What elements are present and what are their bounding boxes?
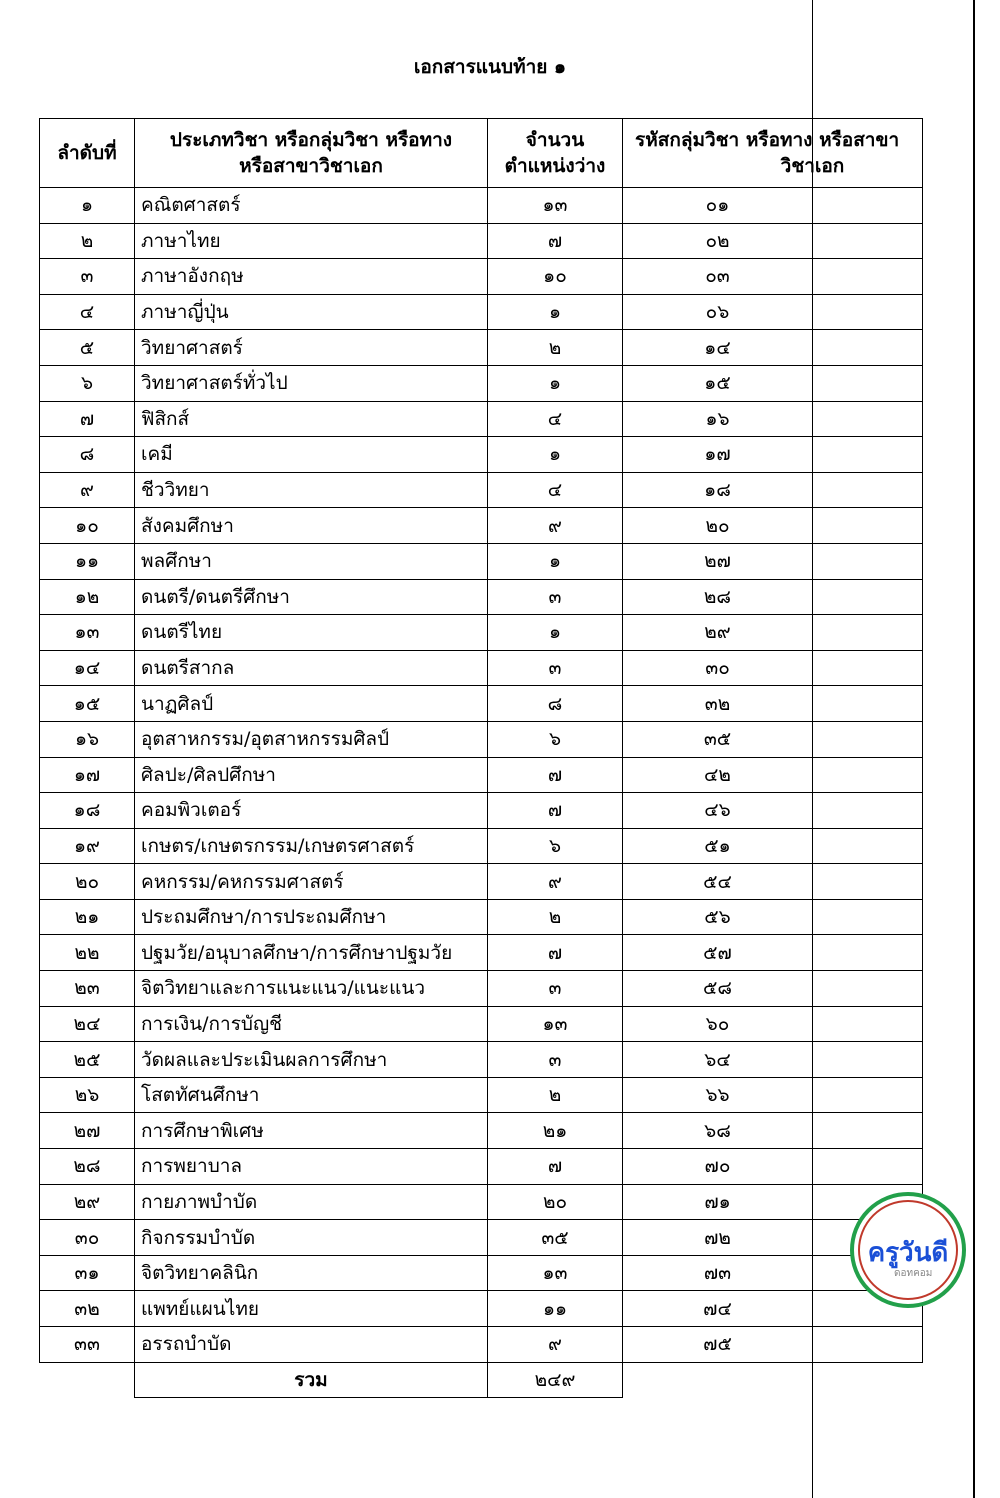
cell-subject: เคมี xyxy=(135,437,488,473)
cell-subject: คหกรรม/คหกรรมศาสตร์ xyxy=(135,864,488,900)
table-row xyxy=(40,828,923,864)
header-subject: ประเภทวิชา หรือกลุ่มวิชา หรือทาง หรือสาขาวิชาเอก xyxy=(135,119,488,188)
cell-code: ๗๕ xyxy=(623,1327,923,1363)
cell-subject: เกษตร/เกษตรกรรม/เกษตรศาสตร์ xyxy=(135,828,488,864)
cell-seq: ๓๒ xyxy=(40,1291,135,1327)
total-empty-cell xyxy=(40,1362,135,1398)
table-row xyxy=(40,188,923,224)
table-row xyxy=(40,472,923,508)
cell-code: ๓๐ xyxy=(623,650,923,686)
table-row xyxy=(40,615,923,651)
table-row xyxy=(40,1006,923,1042)
total-label: รวม xyxy=(135,1362,488,1398)
cell-code: ๓๕ xyxy=(623,721,923,757)
cell-seq: ๘ xyxy=(40,437,135,473)
cell-code: ๕๗ xyxy=(623,935,923,971)
cell-seq: ๙ xyxy=(40,472,135,508)
cell-seq: ๒๓ xyxy=(40,971,135,1007)
table-row xyxy=(40,935,923,971)
cell-subject: คอมพิวเตอร์ xyxy=(135,793,488,829)
cell-subject: วิทยาศาสตร์ทั่วไป xyxy=(135,365,488,401)
cell-count: ๑ xyxy=(488,294,623,330)
table-row xyxy=(40,1077,923,1113)
cell-seq: ๒๙ xyxy=(40,1184,135,1220)
cell-count: ๖ xyxy=(488,828,623,864)
cell-code: ๑๖ xyxy=(623,401,923,437)
cell-subject: แพทย์แผนไทย xyxy=(135,1291,488,1327)
table-row xyxy=(40,1113,923,1149)
watermark-name: ครูวันดี xyxy=(867,1238,949,1268)
cell-subject: การพยาบาล xyxy=(135,1149,488,1185)
table-row xyxy=(40,259,923,295)
table-row xyxy=(40,686,923,722)
cell-code: ๑๘ xyxy=(623,472,923,508)
cell-seq: ๒๐ xyxy=(40,864,135,900)
cell-code: ๒๐ xyxy=(623,508,923,544)
cell-code: ๐๓ xyxy=(623,259,923,295)
table-row xyxy=(40,543,923,579)
cell-code: ๐๖ xyxy=(623,294,923,330)
cell-subject: ศิลปะ/ศิลปศึกษา xyxy=(135,757,488,793)
cell-subject: อรรถบำบัด xyxy=(135,1327,488,1363)
cell-subject: ดนตรี/ดนตรีศึกษา xyxy=(135,579,488,615)
cell-code: ๑๗ xyxy=(623,437,923,473)
cell-code: ๕๔ xyxy=(623,864,923,900)
cell-count: ๑๑ xyxy=(488,1291,623,1327)
cell-count: ๙ xyxy=(488,1327,623,1363)
cell-code: ๖๘ xyxy=(623,1113,923,1149)
cell-code: ๖๐ xyxy=(623,1006,923,1042)
cell-count: ๗ xyxy=(488,223,623,259)
cell-count: ๙ xyxy=(488,864,623,900)
cell-count: ๑ xyxy=(488,437,623,473)
table-row xyxy=(40,721,923,757)
cell-seq: ๑๗ xyxy=(40,757,135,793)
table-row xyxy=(40,971,923,1007)
cell-code: ๔๒ xyxy=(623,757,923,793)
cell-subject: วัดผลและประเมินผลการศึกษา xyxy=(135,1042,488,1078)
cell-code: ๗๔ xyxy=(623,1291,923,1327)
cell-seq: ๓๐ xyxy=(40,1220,135,1256)
cell-code: ๓๒ xyxy=(623,686,923,722)
cell-count: ๔ xyxy=(488,472,623,508)
cell-subject: ภาษาไทย xyxy=(135,223,488,259)
table-row xyxy=(40,757,923,793)
cell-seq: ๒๕ xyxy=(40,1042,135,1078)
cell-seq: ๒๖ xyxy=(40,1077,135,1113)
cell-seq: ๑๕ xyxy=(40,686,135,722)
cell-subject: ภาษาอังกฤษ xyxy=(135,259,488,295)
cell-subject: โสตทัศนศึกษา xyxy=(135,1077,488,1113)
table-row xyxy=(40,1327,923,1363)
cell-subject: การศึกษาพิเศษ xyxy=(135,1113,488,1149)
scan-edge-line-right xyxy=(973,0,975,1498)
cell-count: ๑๐ xyxy=(488,259,623,295)
cell-seq: ๑๔ xyxy=(40,650,135,686)
table-row xyxy=(40,1184,923,1220)
cell-subject: พลศึกษา xyxy=(135,543,488,579)
table-row xyxy=(40,223,923,259)
table-header-row xyxy=(40,119,923,188)
cell-code: ๖๔ xyxy=(623,1042,923,1078)
cell-subject: สังคมศึกษา xyxy=(135,508,488,544)
cell-count: ๔ xyxy=(488,401,623,437)
cell-code: ๕๖ xyxy=(623,899,923,935)
cell-code: ๗๓ xyxy=(623,1255,923,1291)
table-row xyxy=(40,650,923,686)
cell-code: ๕๑ xyxy=(623,828,923,864)
cell-subject: การเงิน/การบัญชี xyxy=(135,1006,488,1042)
cell-subject: ดนตรีสากล xyxy=(135,650,488,686)
cell-count: ๗ xyxy=(488,757,623,793)
cell-count: ๑ xyxy=(488,365,623,401)
cell-count: ๒ xyxy=(488,1077,623,1113)
cell-subject: ภาษาญี่ปุ่น xyxy=(135,294,488,330)
cell-count: ๒๑ xyxy=(488,1113,623,1149)
cell-subject: วิทยาศาสตร์ xyxy=(135,330,488,366)
cell-subject: คณิตศาสตร์ xyxy=(135,188,488,224)
table-row xyxy=(40,294,923,330)
table-row xyxy=(40,330,923,366)
cell-code: ๒๗ xyxy=(623,543,923,579)
cell-seq: ๕ xyxy=(40,330,135,366)
cell-subject: อุตสาหกรรม/อุตสาหกรรมศิลป์ xyxy=(135,721,488,757)
cell-seq: ๑ xyxy=(40,188,135,224)
cell-count: ๑๓ xyxy=(488,1255,623,1291)
table-row xyxy=(40,1220,923,1256)
watermark-sub: ดอทคอม xyxy=(894,1268,933,1279)
cell-code: ๐๑ xyxy=(623,188,923,224)
header-code: รหัสกลุ่มวิชา หรือทาง หรือสาขา วิชาเอก xyxy=(623,119,923,188)
cell-seq: ๓ xyxy=(40,259,135,295)
cell-count: ๓๕ xyxy=(488,1220,623,1256)
cell-seq: ๑๘ xyxy=(40,793,135,829)
cell-seq: ๒๘ xyxy=(40,1149,135,1185)
cell-seq: ๗ xyxy=(40,401,135,437)
cell-count: ๘ xyxy=(488,686,623,722)
cell-count: ๓ xyxy=(488,579,623,615)
cell-seq: ๖ xyxy=(40,365,135,401)
table-row xyxy=(40,437,923,473)
cell-count: ๗ xyxy=(488,1149,623,1185)
cell-subject: จิตวิทยาและการแนะแนว/แนะแนว xyxy=(135,971,488,1007)
cell-seq: ๑๖ xyxy=(40,721,135,757)
cell-code: ๐๒ xyxy=(623,223,923,259)
cell-seq: ๑๑ xyxy=(40,543,135,579)
table-row xyxy=(40,899,923,935)
table-row xyxy=(40,1149,923,1185)
cell-code: ๗๒ xyxy=(623,1220,923,1256)
cell-code: ๖๖ xyxy=(623,1077,923,1113)
cell-count: ๙ xyxy=(488,508,623,544)
cell-count: ๑๓ xyxy=(488,1006,623,1042)
total-empty-cell-right xyxy=(623,1362,923,1398)
cell-seq: ๑๓ xyxy=(40,615,135,651)
cell-seq: ๑๐ xyxy=(40,508,135,544)
cell-count: ๑ xyxy=(488,615,623,651)
cell-count: ๓ xyxy=(488,1042,623,1078)
cell-seq: ๑๒ xyxy=(40,579,135,615)
cell-code: ๗๑ xyxy=(623,1184,923,1220)
cell-code: ๒๙ xyxy=(623,615,923,651)
cell-seq: ๒๔ xyxy=(40,1006,135,1042)
cell-seq: ๒๒ xyxy=(40,935,135,971)
vacancy-table xyxy=(39,118,923,1398)
cell-count: ๓ xyxy=(488,650,623,686)
cell-seq: ๒๑ xyxy=(40,899,135,935)
table-row xyxy=(40,365,923,401)
table-row xyxy=(40,1255,923,1291)
cell-code: ๑๕ xyxy=(623,365,923,401)
cell-code: ๔๖ xyxy=(623,793,923,829)
cell-subject: กิจกรรมบำบัด xyxy=(135,1220,488,1256)
total-value: ๒๔๙ xyxy=(488,1362,623,1398)
cell-subject: จิตวิทยาคลินิก xyxy=(135,1255,488,1291)
table-row xyxy=(40,401,923,437)
cell-count: ๒๐ xyxy=(488,1184,623,1220)
cell-code: ๗๐ xyxy=(623,1149,923,1185)
cell-subject: กายภาพบำบัด xyxy=(135,1184,488,1220)
table-row xyxy=(40,1291,923,1327)
cell-count: ๑ xyxy=(488,543,623,579)
cell-count: ๗ xyxy=(488,793,623,829)
cell-subject: ปฐมวัย/อนุบาลศึกษา/การศึกษาปฐมวัย xyxy=(135,935,488,971)
cell-count: ๒ xyxy=(488,330,623,366)
table-row xyxy=(40,579,923,615)
cell-subject: ชีววิทยา xyxy=(135,472,488,508)
cell-seq: ๓๓ xyxy=(40,1327,135,1363)
cell-code: ๑๔ xyxy=(623,330,923,366)
cell-subject: ฟิสิกส์ xyxy=(135,401,488,437)
cell-code: ๕๘ xyxy=(623,971,923,1007)
table-row xyxy=(40,793,923,829)
cell-seq: ๓๑ xyxy=(40,1255,135,1291)
header-seq: ลำดับที่ xyxy=(40,119,135,188)
table-row xyxy=(40,508,923,544)
cell-seq: ๑๙ xyxy=(40,828,135,864)
cell-code: ๒๘ xyxy=(623,579,923,615)
cell-count: ๗ xyxy=(488,935,623,971)
total-row xyxy=(40,1362,923,1398)
cell-subject: นาฏศิลป์ xyxy=(135,686,488,722)
cell-seq: ๒ xyxy=(40,223,135,259)
header-count: จำนวน ตำแหน่งว่าง xyxy=(488,119,623,188)
cell-seq: ๔ xyxy=(40,294,135,330)
watermark-logo xyxy=(850,1192,966,1308)
cell-count: ๓ xyxy=(488,971,623,1007)
cell-subject: ดนตรีไทย xyxy=(135,615,488,651)
table-row xyxy=(40,864,923,900)
cell-subject: ประถมศึกษา/การประถมศึกษา xyxy=(135,899,488,935)
document-title: เอกสารแนบท้าย ๑ xyxy=(413,56,567,78)
cell-count: ๑๓ xyxy=(488,188,623,224)
cell-seq: ๒๗ xyxy=(40,1113,135,1149)
cell-count: ๒ xyxy=(488,899,623,935)
cell-count: ๖ xyxy=(488,721,623,757)
table-row xyxy=(40,1042,923,1078)
